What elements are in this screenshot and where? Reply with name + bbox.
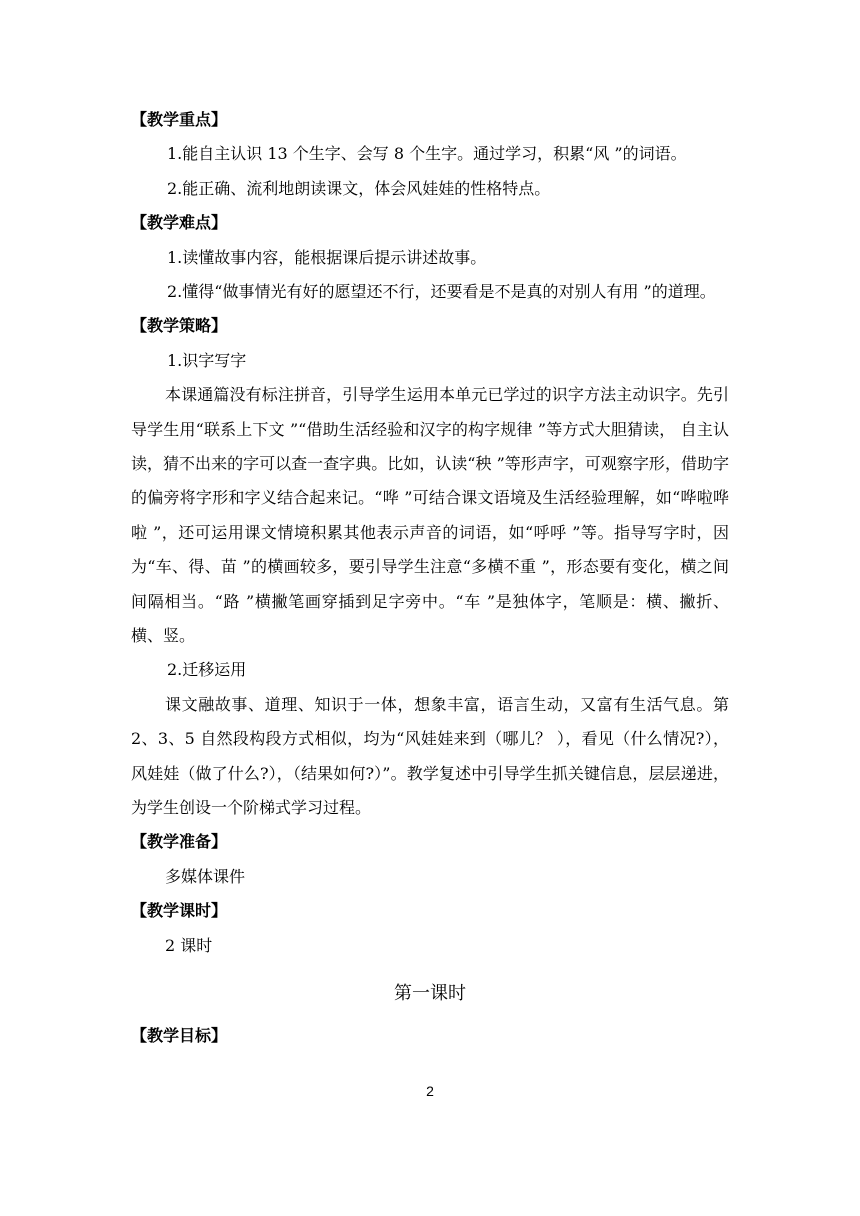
section-heading-strategy: 【教学策略】 — [131, 316, 228, 336]
difficulty-item-2: 2.懂得“做事情光有好的愿望还不行，还要看是不是真的对别人有用 ”的道理。 — [167, 282, 716, 301]
section-heading-preparation: 【教学准备】 — [131, 832, 228, 852]
strategy-2-text: 课文融故事、道理、知识于一体，想象丰富，语言生动，又富有生活气息。第 2、3、5 自然段构段方式相似，均为“风娃娃来到（哪儿？ ），看见（什么情况?），风娃娃（做了什么?），（结果如何?）”。教学复述中引导学生抓关键信息，层层递进，为学生创设一个阶梯式学习过程。 — [131, 694, 729, 818]
section-heading-focus: 【教学重点】 — [131, 110, 228, 129]
difficulty-item-1: 1.读懂故事内容，能根据课后提示讲述故事。 — [167, 247, 487, 267]
strategy-1-title: 1.识字写字 — [167, 350, 247, 370]
page-number: 2 — [426, 1083, 434, 1099]
document-content — [131, 103, 729, 1054]
strategy-1-text: 本课通篇没有标注拼音，引导学生运用本单元已学过的识字方法主动识字。先引导学生用“联系上下文 ”“借助生活经验和汉字的构字规律 ”等方式大胆猜读， 自主认读，猜不出来的字可以查一查字典。比如，认读“秧 ”等形声字，可观察字形，借助字的偏旁将字形和字义结合起来记。“哗 ”可结合课文语境及生活经验理解，如“哗啦哗啦 ”，还可运用课文情境积累其他表示声音的词语，如“呼呼 ”等。指导写字时，因为“车、得、苗 ”的横画较多，要引导学生注意“多横不重 ”，形态要有变化，横之间间隔相当。“路 ”横撇笔画穿插到足字旁中。“车 ”是独体字，笔顺是：横、撇折、横、竖。 — [131, 385, 729, 646]
preparation-text: 多媒体课件 — [165, 866, 246, 886]
focus-item-1: 1.能自主认识 13 个生字、会写 8 个生字。通过学习，积累“风 ”的词语。 — [167, 144, 687, 164]
section-heading-difficulty: 【教学难点】 — [131, 213, 228, 233]
hours-text: 2 课时 — [165, 935, 213, 955]
lesson-title: 第一课时 — [394, 983, 466, 1005]
focus-item-2: 2.能正确、流利地朗读课文，体会风娃娃的性格特点。 — [167, 178, 551, 198]
strategy-2-title: 2.迁移运用 — [167, 660, 247, 680]
section-heading-hours: 【教学课时】 — [131, 901, 228, 921]
section-heading-objectives: 【教学目标】 — [131, 1026, 228, 1046]
